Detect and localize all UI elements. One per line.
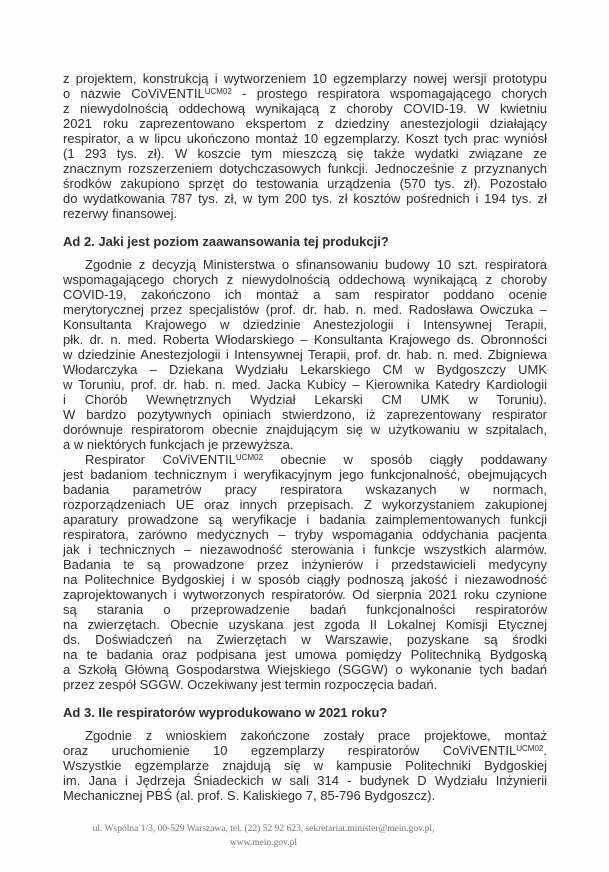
text-line: wspomagającego chorych z niewydolnością oddechową wynikającą z choroby xyxy=(63,272,547,287)
paragraph xyxy=(63,257,547,452)
text-line: są starania o przeprowadzenie badań funkcjonalności respiratorów xyxy=(63,602,547,617)
paragraph xyxy=(63,452,547,692)
superscript-product-code: UCM02 xyxy=(235,453,264,462)
text-line: środków zakupiono sprzęt do testowania urządzenia (570 tys. zł). Pozostało xyxy=(63,176,547,191)
text-line: w Toruniu, prof. dr. hab. n. med. Jacka Kubicy – Kierownika Katedry Kardiologii xyxy=(63,377,547,392)
text-line: (1 293 tys. zł). W koszcie tym mieszczą się także wydatki związane ze xyxy=(63,146,547,161)
footer-website: www.mein.gov.pl xyxy=(229,838,298,848)
superscript-product-code: UCM02 xyxy=(516,744,544,753)
text-line: W bardzo pozytywnych opiniach stwierdzono, iż zaprezentowany respirator xyxy=(63,407,547,422)
text-line: Konsultanta Krajowego w dziedzinie Anestezjologii i Intensywnej Terapii, xyxy=(63,317,547,332)
text-line: i Chorób Wewnętrznych Wydział Lekarski CM UMK w Toruniu). xyxy=(63,392,547,407)
text-line: merytorycznej przez specjalistów (prof. dr. hab. n. med. Radosława Owczuka – xyxy=(63,302,547,317)
document-body xyxy=(63,71,547,803)
text-line: na te badania oraz podpisana jest umowa pomiędzy Politechniką Bydgoską xyxy=(63,647,547,662)
text-line: COVID-19, zakończono ich montaż a sam respirator poddano ocenie xyxy=(63,287,547,302)
paragraph xyxy=(63,71,547,221)
text-line: dorównuje respiratorom obecnie znajdującym się w użytkowaniu w szpitalach, xyxy=(63,422,547,437)
footer-address: ul. Wspólna 1/3, 00-529 Warszawa, tel. (22) 52 92 623, sekretariat.minister@mein.gov.pl, xyxy=(92,824,435,834)
text-line: a w niektórych funkcjach je przewyższa. xyxy=(63,437,294,452)
text-line: Badania te są prowadzone przez inżynierów i przedstawicieli medycyny xyxy=(63,557,547,572)
section-heading: Ad 3. Ile respiratorów wyprodukowano w 2021 roku? xyxy=(63,705,388,720)
text-line: aparatury prowadzone są weryfikacje i badania zaimplementowanych funkcji xyxy=(63,512,547,527)
text-line: z projektem, konstrukcją i wytworzeniem 10 egzemplarzy nowej wersji prototypu xyxy=(63,71,547,86)
text-line: jak i technicznych – niezawodność sterowania i funkcje wszystkich alarmów. xyxy=(63,542,547,557)
text-line: respirator, a w lipcu ukończono montaż 10 egzemplarzy. Koszt tych prac wyniósł xyxy=(63,131,547,146)
text-line: rozporządzeniach UE oraz innych przepisach. Z wykorzystaniem zakupionej xyxy=(63,497,547,512)
text-line: Respirator CoViVENTIL$^{UCM02}$ obecnie w sposób ciągły poddawany xyxy=(85,452,547,467)
text-line: o nazwie CoViVENTIL$^{UCM02}$ - prostego respiratora wspomagającego chorych xyxy=(63,86,548,101)
text-line: badania parametrów pracy respiratora wskazanych w normach, xyxy=(63,482,547,497)
paragraph xyxy=(63,728,547,803)
text-line: Mechanicznej PBŚ (al. prof. S. Kaliskiego 7, 85-796 Bydgoszcz). xyxy=(63,788,436,803)
text-line: a Szkołą Główną Gospodarstwa Wiejskiego (SGGW) o wykonanie tych badań xyxy=(63,662,547,677)
page-footer xyxy=(0,822,527,850)
text-line: Włodarczyka – Dziekana Wydziału Lekarskiego CM w Bydgoszczy UMK xyxy=(63,362,547,377)
text-line: na zwierzętach. Obecnie uzyskana jest zgoda II Lokalnej Komisji Etycznej xyxy=(63,617,547,632)
text-line: do wydatkowania 787 tys. zł, w tym 200 tys. zł kosztów pośrednich i 194 tys. zł xyxy=(63,191,547,206)
text-line: respiratora, zarówno medycznych – tryby wspomagania oddychania pacjenta xyxy=(63,527,547,542)
text-line: ds. Doświadczeń na Zwierzętach w Warszawie, pozyskane są środki xyxy=(63,632,547,647)
text-line: im. Jana i Jędrzeja Śniadeckich w sali 314 - budynek D Wydziału Inżynierii xyxy=(63,773,547,788)
text-line: 2021 roku zaprezentowano ekspertom z dziedziny anestezjologii działający xyxy=(63,116,547,131)
text-line: przez zespół SGGW. Oczekiwany jest termin rozpoczęcia badań. xyxy=(63,677,438,692)
text-line: płk. dr. n. med. Roberta Włodarskiego – Konsultanta Krajowego ds. Obronności xyxy=(63,332,547,347)
text-line: rezerwy finansowej. xyxy=(63,206,178,221)
text-line: Zgodnie z wnioskiem zakończone zostały prace projektowe, montaż xyxy=(85,728,547,743)
text-line: z niewydolnością oddechową wynikającą z choroby COVID-19. W kwietniu xyxy=(63,101,547,116)
section-heading: Ad 2. Jaki jest poziom zaawansowania tej produkcji? xyxy=(63,234,389,249)
superscript-product-code: UCM02 xyxy=(204,87,232,96)
text-line: na Politechnice Bydgoskiej i w sposób ciągły podnoszą jakość i niezawodność xyxy=(63,572,547,587)
text-line: Wszystkie egzemplarze znajdują się w kampusie Politechniki Bydgoskiej xyxy=(63,758,547,773)
text-line: zaprojektowanych i wytworzonych respiratorów. Od sierpnia 2021 roku czynione xyxy=(63,587,547,602)
text-line: jest badaniom technicznym i weryfikacyjnym jego funkcjonalność, obejmujących xyxy=(63,467,547,482)
text-line: w dziedzinie Anestezjologii i Intensywnej Terapii, prof. dr. hab. n. med. Zbigniewa xyxy=(63,347,547,362)
text-line: znacznym rozszerzeniem dotychczasowych funkcji. Jednocześnie z przyznanych xyxy=(63,161,547,176)
text-line: oraz uruchomienie 10 egzemplarzy respiratorów CoViVENTIL$^{UCM02}$. xyxy=(63,743,547,758)
text-line: Zgodnie z decyzją Ministerstwa o sfinansowaniu budowy 10 szt. respiratora xyxy=(85,257,547,272)
